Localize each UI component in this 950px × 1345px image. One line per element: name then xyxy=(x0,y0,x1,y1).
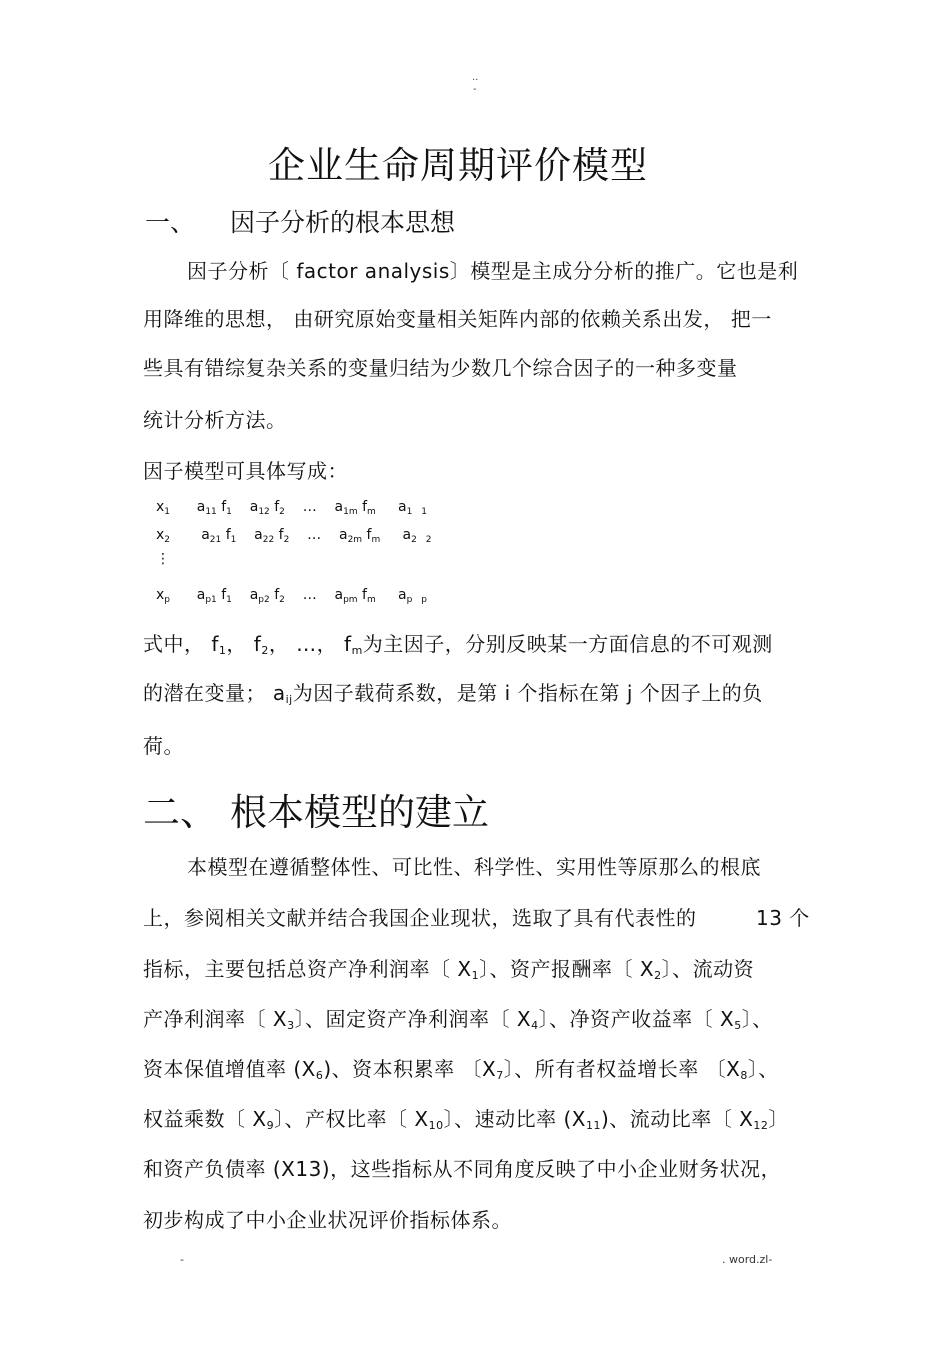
paragraph-line: 式中， $f_1$， $f_2$， …， $f_m$为主因子，分别反映某一方面信息的不可观测 xyxy=(143,632,773,657)
section-2-number: 二、 xyxy=(143,791,217,834)
paragraph-line: 权益乘数〔 $X_9$〕、产权比率〔 $X_{10}$〕、速动比率 $(X_{11})$、流动比率〔 $X_{12}$〕 xyxy=(143,1107,789,1132)
paragraph-line: 指标，主要包括总资产净利润率〔 $X_1$〕、资产报酬率〔 $X_2$〕、流动资 xyxy=(143,957,755,982)
paragraph-line: 产净利润率〔 $X_3$〕、固定资产净利润率〔 $X_4$〕、净资产收益率〔 $X_5$〕、 xyxy=(143,1007,773,1032)
equation-row-p: $x_p$ $a_{p1}$ $f_1$ $a_{p2}$ $f_2$ … $a_{pm}$ $f_m$ $a_p$ $_p$ xyxy=(156,587,427,605)
paragraph-line: 因子分析〔 factor analysis〕模型是主成分分析的推广。它也是利 xyxy=(187,259,799,283)
paragraph-line: 上，参阅相关文献并结合我国企业现状，选取了具有代表性的 xyxy=(143,906,697,930)
header-dash: - xyxy=(473,84,477,95)
equation-row-2: $x_2$ $a_{21}$ $f_1$ $a_{22}$ $f_2$ … $a_{2m}$ $f_m$ $a_2$ $_2$ xyxy=(156,527,432,545)
equation-row-1: $x_1$ $a_{11}$ $f_1$ $a_{12}$ $f_2$ … $a_{1m}$ $f_m$ $a_1$ $_1$ xyxy=(156,499,428,517)
footer-right: . word.zl- xyxy=(722,1253,773,1266)
paragraph-line: 因子模型可具体写成： xyxy=(143,459,348,483)
paragraph-line: 和资产负债率 (X13)，这些指标从不同角度反映了中小企业财务状况， xyxy=(143,1157,782,1181)
paragraph-line: 统计分析方法。 xyxy=(143,408,287,432)
paragraph-line: 些具有错综复杂关系的变量归结为少数几个综合因子的一种多变量 xyxy=(143,356,738,380)
paragraph-line: 13 个 xyxy=(756,906,810,930)
paragraph-line: 的潜在变量； $a_{ij}$为因子载荷系数，是第 i 个指标在第 j 个因子上的负 xyxy=(143,681,763,706)
header-mark: .. xyxy=(472,72,479,83)
page-title: 企业生命周期评价模型 xyxy=(268,144,648,187)
section-1-number: 一、 xyxy=(145,208,196,237)
section-1-heading: 因子分析的根本思想 xyxy=(230,208,456,237)
paragraph-line: 荷。 xyxy=(143,734,184,758)
paragraph-line: 初步构成了中小企业状况评价指标体系。 xyxy=(143,1208,512,1232)
paragraph-line: 本模型在遵循整体性、可比性、科学性、实用性等原那么的根底 xyxy=(187,855,761,879)
paragraph-line: 资本保值增值率 $(X_6)$、资本积累率 〔$X_7$〕、所有者权益增长率 〔$X_8$〕、 xyxy=(143,1057,779,1082)
section-2-heading: 根本模型的建立 xyxy=(230,791,489,834)
paragraph-line: 用降维的思想， 由研究原始变量相关矩阵内部的依赖关系出发， 把一 xyxy=(143,307,772,331)
equation-vdots: ⋮ xyxy=(156,551,170,567)
footer-left: - xyxy=(180,1253,184,1266)
